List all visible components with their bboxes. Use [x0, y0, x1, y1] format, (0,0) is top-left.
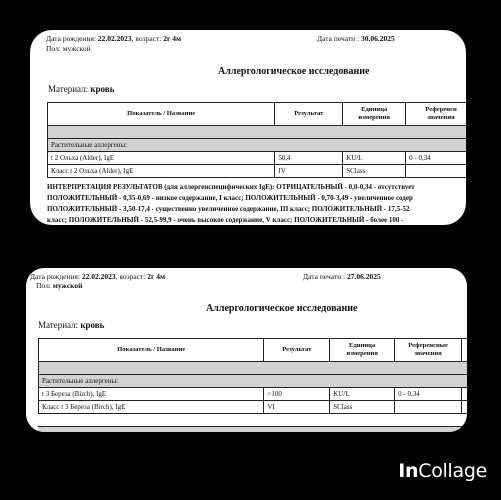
interpretation-line: ПОЛОЖИТЕЛЬНЫЙ - 0,35-0,69 - низкое содержание, I класс; ПОЛОЖИТЕЛЬНЫЙ - 0,70-3,49 - увеличенное содер: [47, 194, 413, 202]
print-date-line: [317, 34, 395, 43]
row-ref: 0 - 0,34: [395, 388, 462, 401]
col-header-unit: Единица измерения: [330, 339, 395, 362]
table-row: [39, 388, 468, 401]
sex-value: мужской: [62, 44, 91, 53]
incollage-watermark: [398, 460, 487, 482]
birth-date: 22.02.2023: [97, 34, 132, 43]
sex-line: [36, 281, 82, 290]
row-unit: SClass: [343, 165, 406, 178]
row-name: Класс t 2 Ольха (Alder), IgE: [48, 165, 275, 178]
material-value: кровь: [80, 320, 105, 330]
table-header-row: [48, 103, 467, 126]
row-name: t 3 Береза (Birch), IgE: [39, 388, 264, 401]
col-header-result: Результат: [264, 339, 330, 362]
birth-date-line: [46, 34, 181, 43]
report-title: Аллергологическое исследование: [218, 66, 370, 77]
row-result: IV: [275, 165, 343, 178]
spacer-row: [48, 126, 467, 139]
col-header-ref: Референсные значения: [395, 339, 462, 362]
sex-label: Пол:: [46, 44, 61, 53]
birth-label: Дата рождения:: [30, 272, 81, 281]
sex-line: [46, 44, 91, 53]
next-section-band: [38, 426, 467, 432]
birth-date-line: [30, 272, 165, 281]
table-row: [39, 401, 468, 414]
print-label: Дата печати :: [303, 272, 346, 281]
birth-date: 22.02.2023: [81, 272, 116, 281]
col-header-result: Результат: [275, 103, 343, 126]
row-unit: SClass: [330, 401, 395, 414]
row-extra: [462, 401, 467, 414]
col-header-ref: Референсн значения: [406, 103, 466, 126]
row-unit: KU/L: [343, 152, 406, 165]
results-table: [47, 102, 466, 178]
row-result: 50,4: [275, 152, 343, 165]
table-header-row: [39, 339, 468, 362]
row-name: Класс t 3 Береза (Birch), IgE: [39, 401, 264, 414]
print-date: 27.06.2025: [347, 272, 381, 281]
col-header-unit: Единица измерения: [343, 103, 406, 126]
material-value: кровь: [90, 84, 115, 94]
col-header-name: Показатель / Название: [48, 103, 275, 126]
report-sheet-1: [30, 30, 466, 225]
table-row: [48, 165, 467, 178]
table-row: [48, 152, 467, 165]
material-line: [48, 84, 114, 94]
watermark-part-2: Collage: [418, 460, 487, 482]
group-row: [39, 375, 468, 388]
print-date: 30.06.2025: [361, 34, 395, 43]
age-value: 2г 4м: [147, 272, 166, 281]
row-unit: KU/L: [330, 388, 395, 401]
results-table: [38, 338, 467, 414]
row-ref: [406, 165, 466, 178]
interpretation-block: [47, 182, 466, 225]
spacer-row: [39, 362, 468, 375]
birth-label: Дата рождения:: [46, 34, 97, 43]
age-label: , возраст:: [131, 34, 162, 43]
age-label: , возраст:: [115, 272, 146, 281]
sex-value: мужской: [52, 281, 83, 290]
interpretation-line: класс; ПОЛОЖИТЕЛЬНЫЙ - 52,5-99,9 - очень высокое содержание, V класс; ПОЛОЖИТЕЛЬНЫЙ - более 100 -: [47, 216, 404, 224]
material-label: Материал:: [48, 84, 89, 94]
sex-label: Пол:: [36, 281, 51, 290]
age-value: 2г 4м: [163, 34, 182, 43]
group-label: Растительные аллергены:: [39, 375, 468, 388]
interpretation-line: ПОЛОЖИТЕЛЬНЫЙ - 3,50-17,4 - существенно увеличенное содержание, III класс; ПОЛОЖИТЕЛЬНЫЙ - 17,5-52: [47, 205, 410, 213]
row-ref: [395, 401, 462, 414]
interpretation-line: ИНТЕРПРЕТАЦИЯ РЕЗУЛЬТАТОВ (для аллергенспецифических IgE): ОТРИЦАТЕЛЬНЫЙ - 0,0-0,34 - отсутствует: [47, 183, 415, 191]
material-line: [38, 320, 104, 330]
row-result: >100: [264, 388, 330, 401]
group-label: Растительные аллергены:: [48, 139, 467, 152]
group-row: [48, 139, 467, 152]
watermark-part-1: In: [398, 460, 419, 482]
report-title: Аллергологическое исследование: [206, 303, 358, 314]
row-name: t 2 Ольха (Alder), IgE: [48, 152, 275, 165]
report-sheet-2: [26, 268, 467, 432]
row-result: VI: [264, 401, 330, 414]
material-label: Материал:: [38, 320, 79, 330]
print-date-line: [303, 272, 381, 281]
row-extra: [462, 388, 467, 401]
row-ref: 0 - 0,34: [406, 152, 466, 165]
col-header-name: Показатель / Название: [39, 339, 264, 362]
print-label: Дата печати :: [317, 34, 360, 43]
col-header-extra: [462, 339, 467, 362]
